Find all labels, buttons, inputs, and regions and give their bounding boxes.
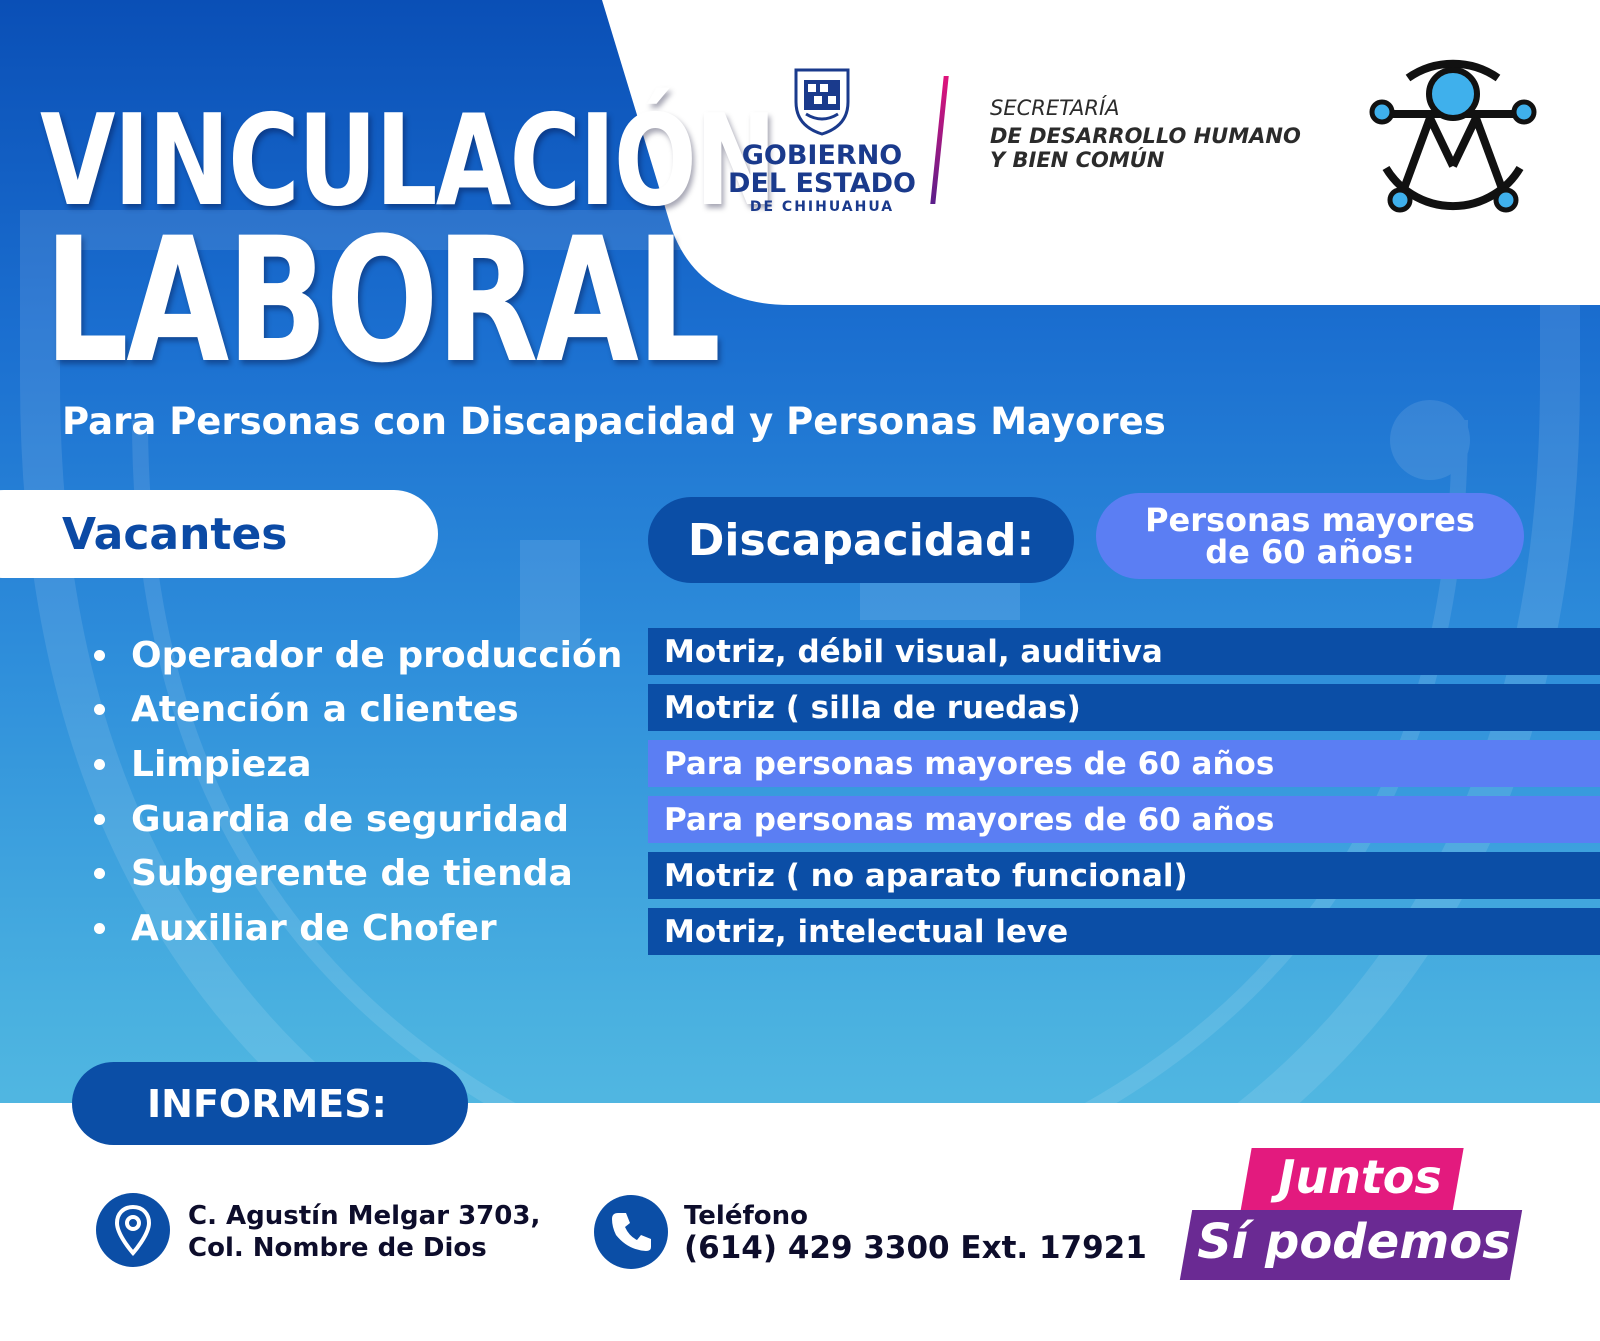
elderly-header	[1096, 493, 1524, 579]
secretaria-line-1: SECRETARÍA	[990, 96, 1120, 120]
government-logo	[712, 64, 932, 224]
requirement-text: Motriz ( no aparato funcional)	[664, 857, 1188, 894]
phone-number: (614) 429 3300 Ext. 17921	[684, 1230, 1147, 1266]
vacancy-position: Guardia de seguridad	[131, 798, 570, 840]
title-line-1: VINCULACIÓN	[40, 87, 775, 234]
vacancies-list	[88, 628, 622, 956]
requirement-row	[648, 908, 1600, 955]
disability-header-label: Discapacidad:	[687, 514, 1035, 566]
subtitle: Para Personas con Discapacidad y Personas Mayores	[62, 400, 1166, 443]
bullet-icon	[94, 650, 105, 661]
slogan-logo	[1176, 1148, 1526, 1288]
requirement-text: Para personas mayores de 60 años	[664, 801, 1275, 838]
address-line-2: Col. Nombre de Dios	[188, 1233, 487, 1263]
bullet-icon	[94, 814, 105, 825]
location-pin-icon	[96, 1193, 170, 1267]
secretaria-line-3: Y BIEN COMÚN	[990, 148, 1165, 172]
disability-header	[648, 497, 1074, 583]
requirements-list	[648, 628, 1600, 964]
phone-glyph	[594, 1195, 668, 1269]
government-name-line-1: GOBIERNO	[741, 140, 903, 171]
vacancy-position: Auxiliar de Chofer	[131, 907, 497, 949]
title-line-2: LABORAL	[44, 200, 719, 401]
elderly-header-line-2: de 60 años:	[1205, 533, 1415, 571]
list-item	[88, 683, 622, 738]
government-name-line-3: DE CHIHUAHUA	[749, 199, 895, 215]
accessibility-icon	[1362, 48, 1544, 226]
requirement-row	[648, 684, 1600, 731]
informes-label: INFORMES:	[147, 1081, 387, 1126]
address	[188, 1200, 540, 1264]
vacancy-position: Subgerente de tienda	[131, 853, 573, 895]
requirement-row	[648, 796, 1600, 843]
secretaria-logo	[990, 96, 1301, 172]
vacancies-header-label: Vacantes	[62, 508, 288, 560]
requirement-text: Para personas mayores de 60 años	[664, 745, 1275, 782]
slogan-line-2: Sí podemos	[1197, 1214, 1511, 1270]
list-item	[88, 628, 622, 683]
requirement-text: Motriz, débil visual, auditiva	[664, 633, 1163, 670]
requirement-text: Motriz ( silla de ruedas)	[664, 689, 1081, 726]
informes-header	[72, 1062, 468, 1145]
requirement-text: Motriz, intelectual leve	[664, 913, 1069, 950]
list-item	[88, 792, 622, 847]
elderly-header-line-1: Personas mayores	[1145, 501, 1475, 539]
location-pin-glyph	[96, 1193, 170, 1267]
requirement-row	[648, 852, 1600, 899]
bullet-icon	[94, 759, 105, 770]
state-seal-icon	[790, 64, 854, 136]
bullet-icon	[94, 704, 105, 715]
slogan-line-1: Juntos	[1278, 1150, 1442, 1204]
government-name-line-2: DEL ESTADO	[728, 168, 916, 199]
phone-label: Teléfono	[684, 1201, 809, 1231]
vacancy-position: Atención a clientes	[131, 689, 519, 731]
list-item	[88, 846, 622, 901]
secretaria-line-2: DE DESARROLLO HUMANO	[990, 124, 1301, 148]
address-line-1: C. Agustín Melgar 3703,	[188, 1201, 541, 1231]
requirement-row	[648, 628, 1600, 675]
list-item	[88, 737, 622, 792]
list-item	[88, 901, 622, 956]
requirement-row	[648, 740, 1600, 787]
phone	[684, 1200, 1147, 1264]
vacancy-position: Limpieza	[131, 743, 312, 785]
vacancy-position: Operador de producción	[131, 634, 623, 676]
phone-icon	[594, 1195, 668, 1269]
vacancies-header	[0, 490, 438, 578]
bullet-icon	[94, 923, 105, 934]
bullet-icon	[94, 868, 105, 879]
